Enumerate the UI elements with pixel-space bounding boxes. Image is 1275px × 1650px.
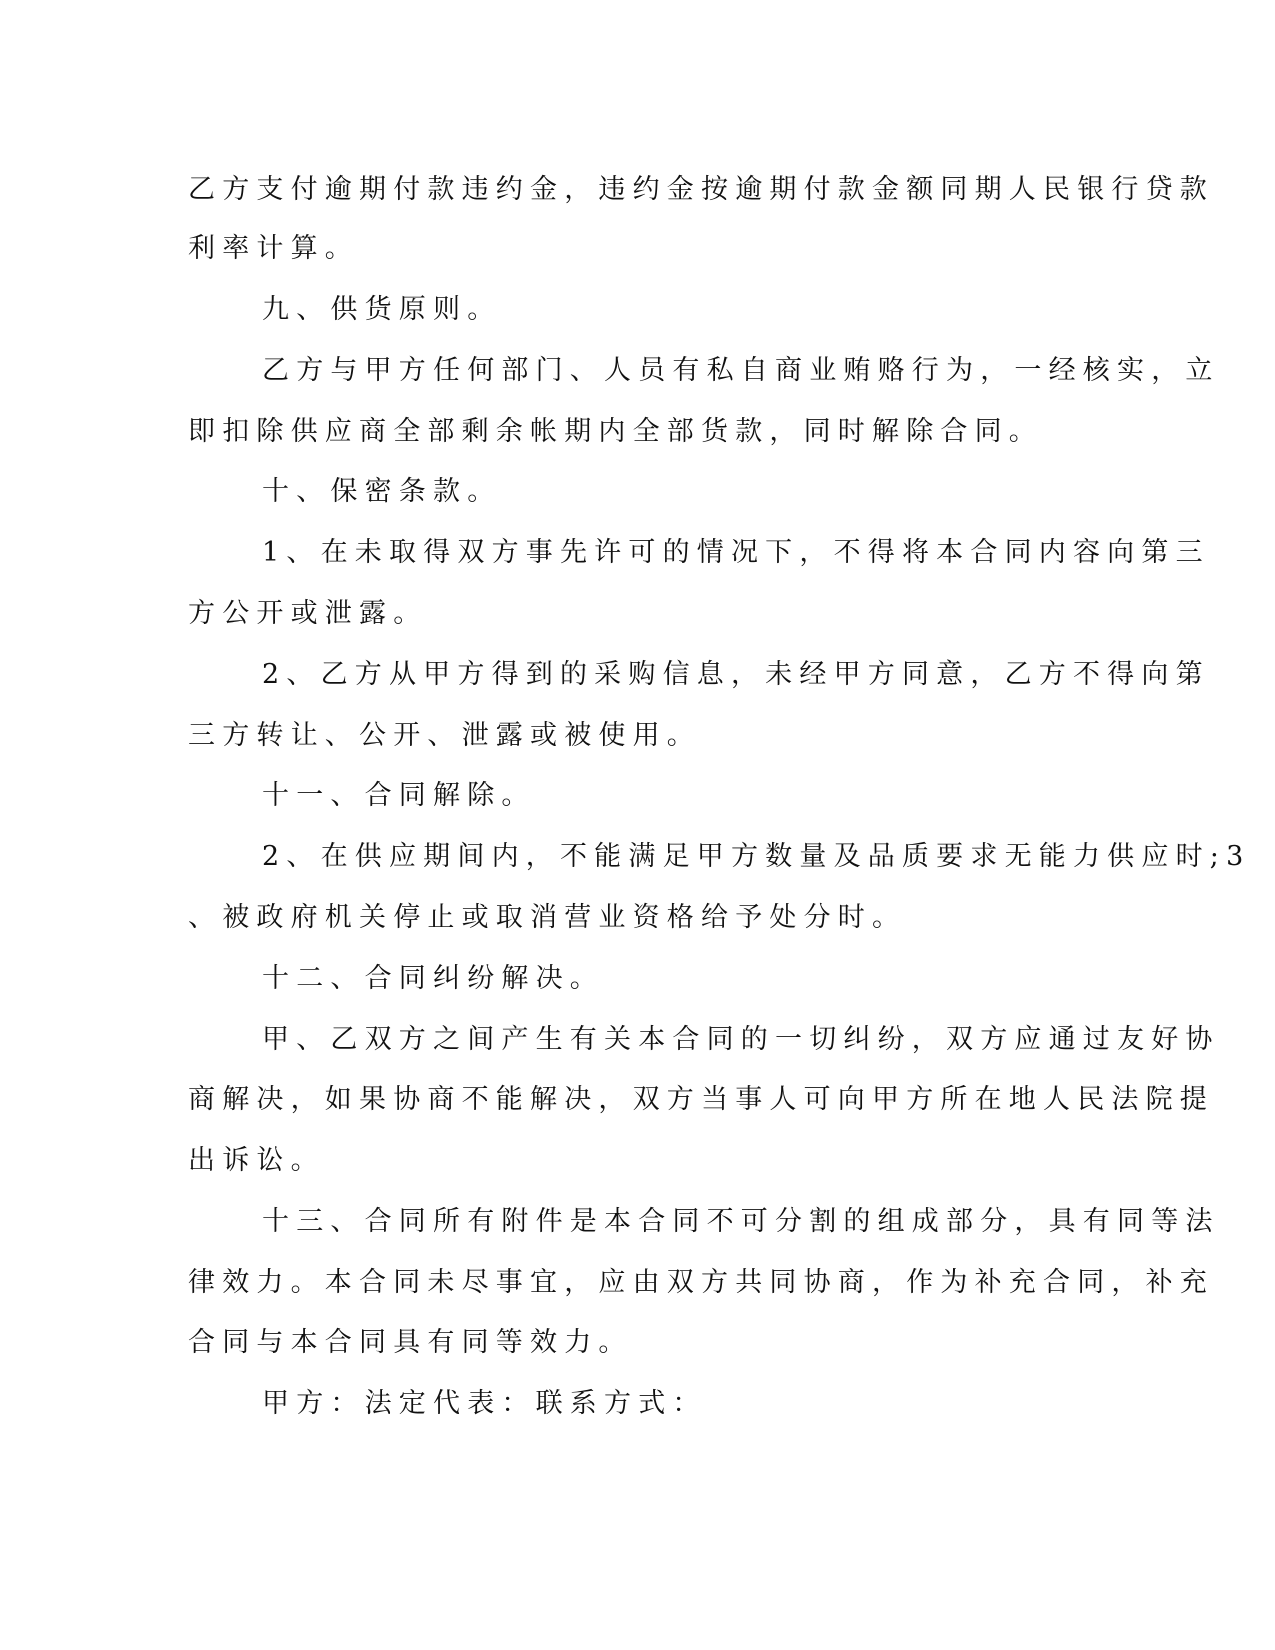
section-heading: 九、供货原则。 [262,294,502,325]
section-heading: 十、保密条款。 [262,476,502,507]
text-line: 乙方与甲方任何部门、人员有私自商业贿赂行为，一经核实，立 [262,355,1220,386]
text-line: 甲、乙双方之间产生有关本合同的一切纠纷，双方应通过友好协 [262,1024,1220,1055]
text-line: 、被政府机关停止或取消营业资格给予处分时。 [188,902,907,933]
text-line: 商解决，如果协商不能解决，双方当事人可向甲方所在地人民法院提 [188,1084,1214,1115]
text-line: 利率计算。 [188,233,359,264]
text-line: 十三、合同所有附件是本合同不可分割的组成部分，具有同等法 [262,1206,1220,1237]
text-line: 三方转让、公开、泄露或被使用。 [188,720,701,751]
text-line: 出诉讼。 [188,1145,325,1176]
text-line: 1、在未取得双方事先许可的情况下，不得将本合同内容向第三 [262,537,1210,568]
section-heading: 十二、合同纠纷解决。 [262,963,604,994]
text-line: 乙方支付逾期付款违约金，违约金按逾期付款金额同期人民银行贷款 [188,174,1214,205]
text-line: 方公开或泄露。 [188,598,428,629]
text-line: 律效力。本合同未尽事宜，应由双方共同协商，作为补充合同，补充 [188,1267,1214,1298]
text-line: 2、乙方从甲方得到的采购信息，未经甲方同意，乙方不得向第 [262,659,1210,690]
signature-line: 甲方：法定代表：联系方式： [262,1388,707,1419]
text-line: 2、在供应期间内，不能满足甲方数量及品质要求无能力供应时;3 [262,841,1251,872]
text-line: 合同与本合同具有同等效力。 [188,1327,633,1358]
text-line: 即扣除供应商全部剩余帐期内全部货款，同时解除合同。 [188,416,1043,447]
section-heading: 十一、合同解除。 [262,780,536,811]
